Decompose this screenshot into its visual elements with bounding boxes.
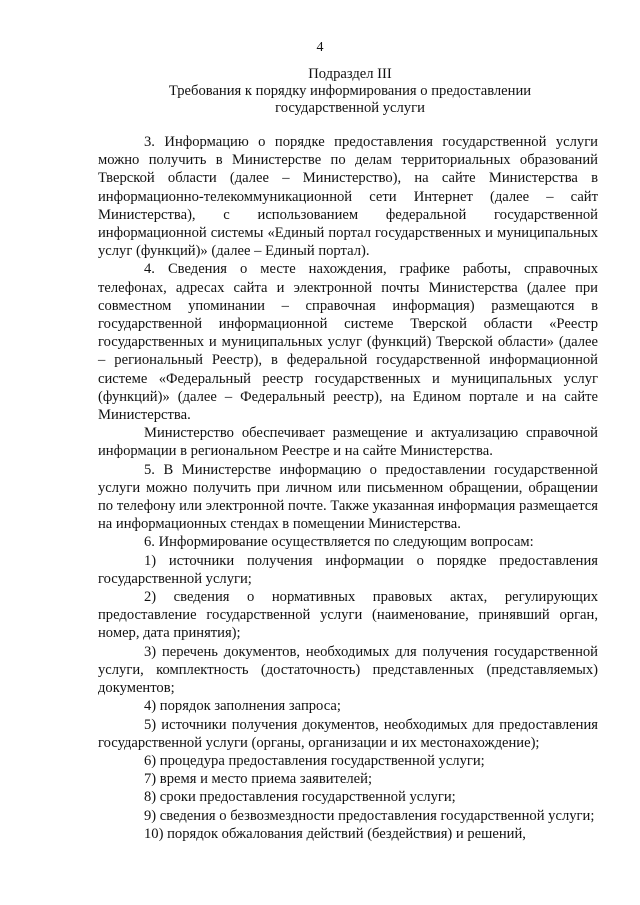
list-item-5: 5) источники получения документов, необходимых для предоставления государственной услуги (органы, организации и их местонахождение);	[98, 716, 598, 751]
subsection-title: Подраздел III	[308, 66, 392, 82]
document-body	[98, 133, 598, 843]
paragraph-4: 4. Сведения о месте нахождения, графике работы, справочных телефонах, адресах сайта и электронной почты Министерства (далее при совместном упоминании – справочная информация) размещаются в государственной информационной системе Тверской области «Реестр государственных и муниципальных услуг (функций) Тверской области» (далее – региональный Реестр), в федеральной государственной информационной системе «Федеральный реестр государственных и муниципальных услуг (функций)» (далее – Федеральный реестр), на Едином портале и на сайте Министерства.	[98, 261, 598, 424]
list-item-6: 6) процедура предоставления государственной услуги;	[144, 752, 485, 769]
list-item-2: 2) сведения о нормативных правовых актах, регулирующих предоставление государственной услуги (наименование, принявший орган, номер, дата принятия);	[98, 589, 598, 642]
page-number: 4	[316, 40, 324, 55]
section-heading	[150, 66, 550, 117]
list-item-1: 1) источники получения информации о порядке предоставления государственной услуги;	[98, 552, 598, 587]
paragraph-6: 6. Информирование осуществляется по следующим вопросам:	[144, 534, 534, 551]
list-item-8: 8) сроки предоставления государственной услуги;	[144, 789, 456, 806]
list-item-10: 10) порядок обжалования действий (бездействия) и решений,	[144, 825, 526, 842]
list-item-3: 3) перечень документов, необходимых для получения государственной услуги, комплектность (достаточность) представленных (представляемых) документов;	[98, 643, 598, 697]
paragraph-3: 3. Информацию о порядке предоставления государственной услуги можно получить в Министерстве по делам территориальных образований Тверской области (далее – Министерство), на сайте Министерства в информационно-телекоммуникационной сети Интернет (далее – сайт Министерства), с использованием федеральной государственной информационной системы «Единый портал государственных и муниципальных услуг (функций)» (далее – Единый портал).	[98, 134, 598, 260]
list-item-4: 4) порядок заполнения запроса;	[144, 698, 341, 715]
list-item-9: 9) сведения о безвозмездности предоставления государственной услуги;	[144, 807, 595, 824]
heading-line-2: государственной услуги	[275, 100, 425, 116]
heading-line-1: Требования к порядку информирования о предоставлении	[168, 83, 532, 99]
paragraph-5: 5. В Министерстве информацию о предоставлении государственной услуги можно получить при личном или письменном обращении, обращении по телефону или электронной почте. Также указанная информация размещается на информационных стендах в помещении Министерства.	[98, 461, 598, 533]
list-item-7: 7) время и место приема заявителей;	[144, 771, 372, 788]
paragraph-4-continued: Министерство обеспечивает размещение и актуализацию справочной информации в региональном Реестре и на сайте Министерства.	[98, 425, 598, 460]
